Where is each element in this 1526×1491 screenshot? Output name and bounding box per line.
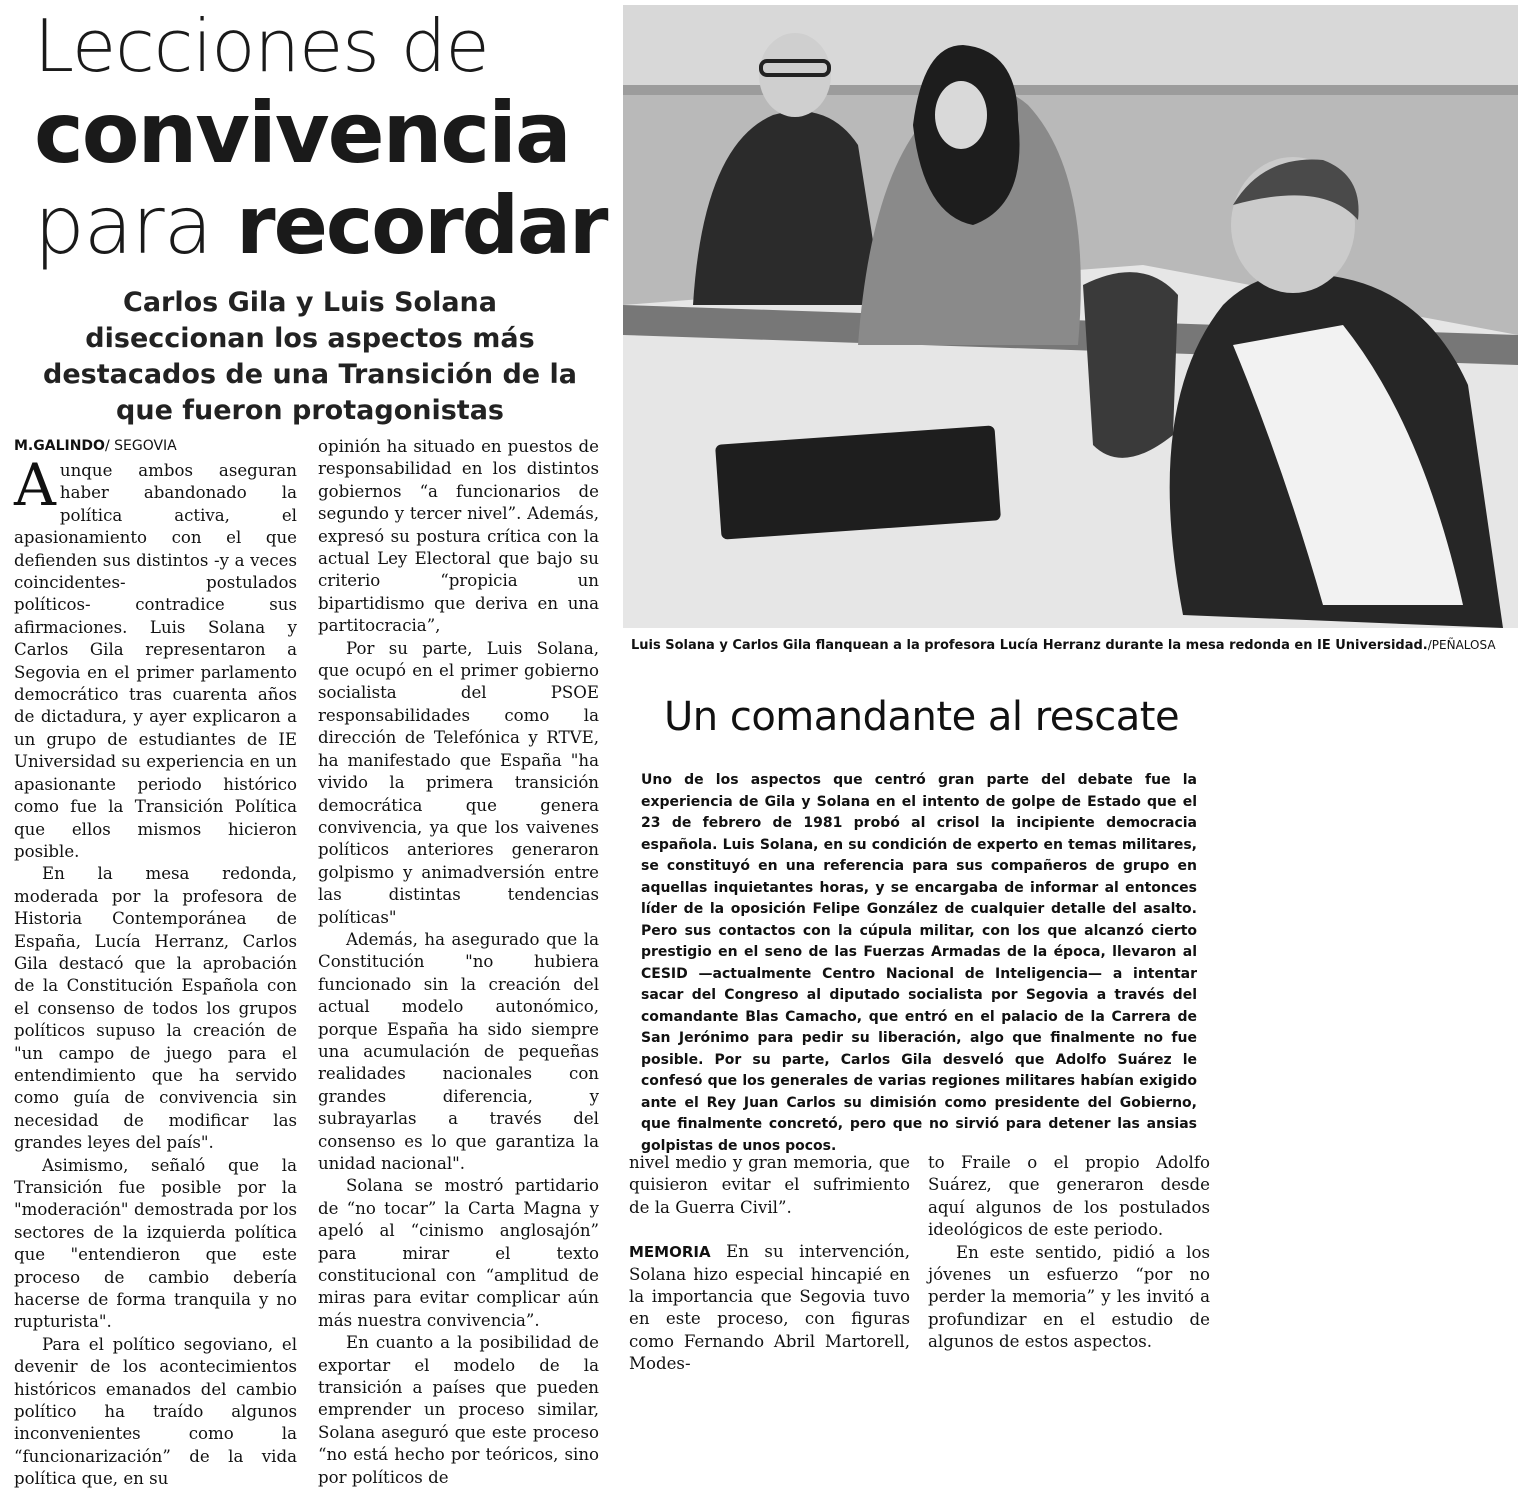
article-paragraph: nivel medio y gran memoria, que quisieron evitar el sufrimiento de la Guerra Civil”. — [629, 1153, 910, 1217]
headline-line-1: Lecciones de — [34, 4, 489, 88]
photo-illustration — [623, 5, 1518, 628]
headline — [34, 4, 607, 272]
headline-line-3 — [34, 179, 607, 272]
photo-caption — [631, 638, 1521, 653]
sidebar-title: Un comandante al rescate — [664, 694, 1180, 740]
news-photo — [623, 5, 1518, 628]
byline-location: / SEGOVIA — [104, 438, 177, 454]
article-column-3 — [629, 1152, 910, 1376]
photo-credit: /PEÑALOSA — [1427, 638, 1496, 652]
article-paragraph — [14, 451, 297, 863]
headline-line-3-light: para — [34, 179, 237, 272]
article-paragraph: Para el político segoviano, el devenir de los acontecimientos históricos emanados del cambio político ha traído algunos inconvenientes como la “funcionarización” de la vida política que, en su — [14, 1334, 297, 1489]
article-paragraph: Solana se mostró partidario de “no tocar” la Carta Magna y apeló al “cinismo anglosajón” para mirar el texto constitucional con “amplitud de miras para evitar complicar aún más nuestra convivencia”. — [318, 1176, 599, 1330]
article-paragraph: Además, ha asegurado que la Constitución "no hubiera funcionado sin la creación del actual modelo autonómico, porque España ha sido siempre una acumulación de pequeñas realidades nacionales con grandes diferencia, y subrayarlas a través del consenso es lo que garantiza la unidad nacional". — [318, 929, 599, 1173]
article-paragraph: En la mesa redonda, moderada por la profesora de Historia Contemporánea de España, Lucía Herranz, Carlos Gila destacó que la aprobación de la Constitución Española con el consenso de todos los grupos políticos supuso la creación de "un campo de juego para el entendimiento que ha servido como guía de convivencia sin necesidad de modificar las grandes leyes del país". — [14, 864, 297, 1153]
lead-text: unque ambos aseguran haber abandonado la política activa, el apasionamiento con el que defienden sus distintos -y a veces coincidentes- postulados políticos- contradice sus afirmaciones. Luis Solana y Carlos Gila representaron a Segovia en el primer parlamento democrático tras cuarenta años de dictadura, y ayer explicaron a un grupo de estudiantes de IE Universidad su experiencia en un apasionante periodo histórico como fue la Transición Política que ellos mismos hicieron posible. — [14, 461, 297, 861]
article-column-2 — [318, 436, 599, 1489]
article-paragraph: Por su parte, Luis Solana, que ocupó en el primer gobierno socialista del PSOE responsabilidades como la dirección de Telefónica y RTVE, ha manifestado que España "ha vivido la primera transición democrática que genera convivencia, ya que los vaivenes políticos anteriores generaron golpismo y animadversión entre las distintas tendencias políticas" — [318, 638, 599, 927]
kicker-text: En su intervención, Solana hizo especial hincapié en la importancia que Segovia tuvo en este proceso, con figuras como Fernando Abril Martorell, Modes- — [629, 1242, 910, 1374]
article-paragraph: opinión ha situado en puestos de responsabilidad en los distintos gobiernos “a funcionarios de segundo y tercer nivel”. Además, expresó su postura crítica con la actual Ley Electoral que bajo su criterio “propicia un bipartidismo que deriva en una partitocracia”, — [318, 437, 599, 636]
section-kicker: MEMORIA — [629, 1243, 711, 1262]
article-paragraph — [629, 1241, 910, 1375]
subheadline: Carlos Gila y Luis Solana diseccionan los aspectos más destacados de una Transición de la que fueron protagonistas — [43, 287, 577, 426]
article-column-4 — [928, 1152, 1210, 1354]
article-paragraph: Asimismo, señaló que la Transición fue posible por la "moderación" demostrada por los sectores de la izquierda política que "entendieron que este proceso de cambio debería hacerse de forma tranquila y no rupturista". — [14, 1155, 297, 1332]
article-column-1 — [14, 451, 297, 1491]
headline-line-3-bold: recordar — [236, 179, 607, 272]
sidebar-body: Uno de los aspectos que centró gran parte del debate fue la experiencia de Gila y Solana en el intento de golpe de Estado que el 23 de febrero de 1981 probó al crisol la incipiente democracia española. Luis Solana, en su condición de experto en temas militares, se constituyó en una referencia para sus compañeros de grupo en aquellas inquietantes horas, y se encargaba de informar al entonces líder de la oposición Felipe González de cualquier detalle del asalto. Pero sus contactos con la cúpula militar, con los que alcanzó cierto prestigio en el seno de las Fuerzas Armadas de la época, llevaron al CESID —actualmente Centro Nacional de Inteligencia— a intentar sacar del Congreso al diputado socialista por Segovia a través del comandante Blas Camacho, que entró en el palacio de la Carrera de San Jerónimo para pedir su liberación, algo que finalmente no fue posible. Por su parte, Carlos Gila desveló que Adolfo Suárez le confesó que los generales de varias regiones militares habían exigido ante el Rey Juan Carlos su dimisión como presidente del Gobierno, que finalmente concretó, pero que no sirvió para detener las ansias golpistas de unos pocos. — [641, 772, 1197, 1154]
headline-line-2: convivencia — [34, 84, 570, 182]
article-paragraph: En cuanto a la posibilidad de exportar el modelo de la transición a países que pueden emprender un proceso similar, Solana aseguró que este proceso “no está hecho por teóricos, sino por políticos de — [318, 1333, 599, 1487]
article-paragraph: En este sentido, pidió a los jóvenes un esfuerzo “por no perder la memoria” y les invitó a profundizar en el estudio de algunos de estos aspectos. — [928, 1242, 1210, 1352]
article-paragraph: to Fraile o el propio Adolfo Suárez, que generaron desde aquí algunos de los postulados ideológicos de este periodo. — [928, 1153, 1210, 1240]
drop-cap: A — [14, 451, 56, 519]
caption-text: Luis Solana y Carlos Gila flanquean a la profesora Lucía Herranz durante la mesa redonda en IE Universidad. — [631, 638, 1428, 653]
byline-author: M.GALINDO — [14, 438, 105, 454]
